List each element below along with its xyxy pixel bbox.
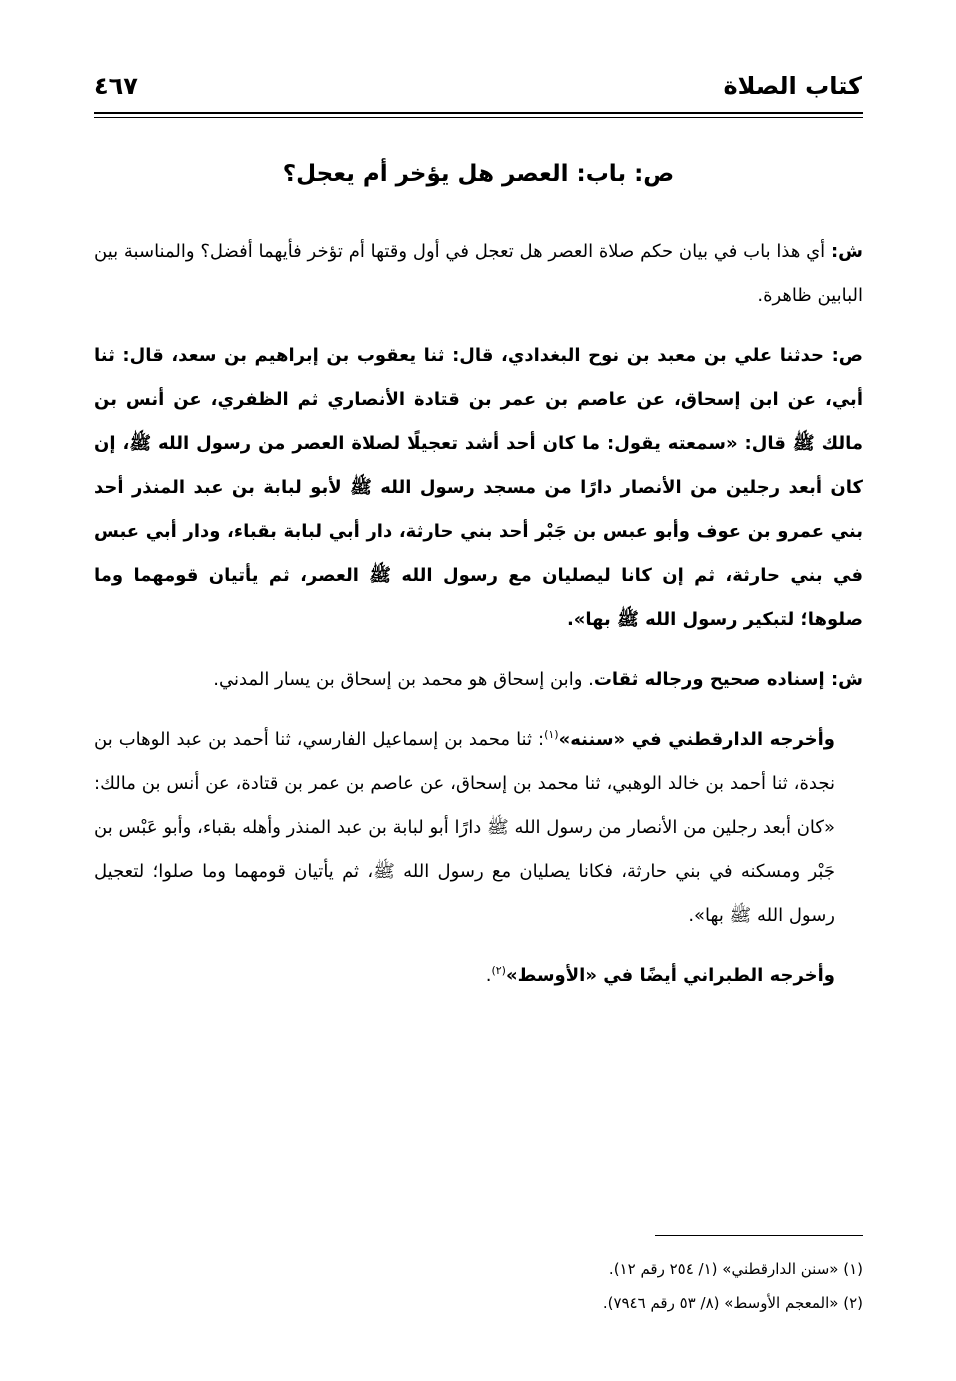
- main-text: [94, 230, 863, 1014]
- footnote-ref-2[interactable]: (٢): [491, 964, 506, 977]
- isnad-grade: إسناده صحيح ورجاله ثقات: [593, 669, 831, 690]
- header-rule-thin: [94, 117, 863, 118]
- footnote-2: (٢) «المعجم الأوسط» (٨/ ٥٣ رقم ٧٩٤٦).: [602, 1294, 863, 1312]
- paragraph-commentary-2: [94, 658, 863, 702]
- source-citation: وأخرجه الطبراني أيضًا في «الأوسط»: [505, 965, 835, 986]
- paragraph-tabarani: [94, 954, 863, 998]
- running-header-title: كتاب الصلاة: [723, 72, 862, 100]
- text-label: ص:: [831, 345, 863, 366]
- paragraph-daraqutni: [94, 718, 863, 938]
- footnote-ref-1[interactable]: (١): [544, 728, 559, 741]
- commentary-label: ش:: [830, 241, 863, 262]
- paragraph-text: .: [485, 965, 492, 986]
- footnote-rule: [655, 1235, 863, 1236]
- footnote-1: (١) «سنن الدارقطني» (١/ ٢٥٤ رقم ١٢).: [608, 1260, 863, 1278]
- hadith-text: حدثنا علي بن معبد بن نوح البغدادي، قال: ثنا يعقوب بن إبراهيم بن سعد، قال: ثنا أبي، عن ابن إسحاق، عن عاصم بن عمر بن قتادة الأنصاري ثم الظفري، عن أنس بن مالك ﷺ قال: «سمعته يقول: ما كان أحد أشد تعجيلًا لصلاة العصر من رسول الله ﷺ، إن كان أبعد رجلين من الأنصار دارًا من مسجد رسول الله ﷺ لأبو لبابة بن عبد المنذر أحد بني عمرو بن عوف وأبو عبس بن جَبْر أحد بني حارثة، دار أبي لبابة بقباء، ودار أبي عبس في بني حارثة، ثم إن كانا ليصليان مع رسول الله ﷺ العصر، ثم يأتيان قومهما وما صلوها؛ لتبكير رسول الله ﷺ بها».: [94, 345, 863, 630]
- commentary-label: ش:: [830, 669, 863, 690]
- page-number: ٤٦٧: [94, 72, 138, 100]
- paragraph-text: . وابن إسحاق هو محمد بن إسحاق بن يسار المدني.: [213, 669, 594, 690]
- section-heading: ص: باب: العصر هل يؤخر أم يعجل؟: [282, 161, 675, 187]
- footnotes: [94, 1252, 863, 1320]
- source-citation: وأخرجه الدارقطني في «سننه»: [558, 729, 835, 750]
- paragraph-hadith: [94, 334, 863, 642]
- paragraph-text: أي هذا باب في بيان حكم صلاة العصر هل تعجل في أول وقتها أم تؤخر فأيهما أفضل؟ والمناسبة بين البابين ظاهرة.: [94, 241, 863, 306]
- header-rule: [94, 112, 863, 114]
- paragraph-text: : ثنا محمد بن إسماعيل الفارسي، ثنا أحمد بن عبد الوهاب بن نجدة، ثنا أحمد بن خالد الوهبي، ثنا محمد بن إسحاق، عن عاصم بن عمر بن قتادة، عن أنس بن مالك: «كان أبعد رجلين من الأنصار من رسول الله ﷺ دارًا أبو لبابة بن عبد المنذر وأهله بقباء، وأبو عَبْس بن جَبْر ومسكنه في بني حارثة، فكانا يصليان مع رسول الله ﷺ، ثم يأتيان قومهما وما صلوا؛ لتعجيل رسول الله ﷺ بها».: [94, 729, 835, 926]
- paragraph-commentary-1: [94, 230, 863, 318]
